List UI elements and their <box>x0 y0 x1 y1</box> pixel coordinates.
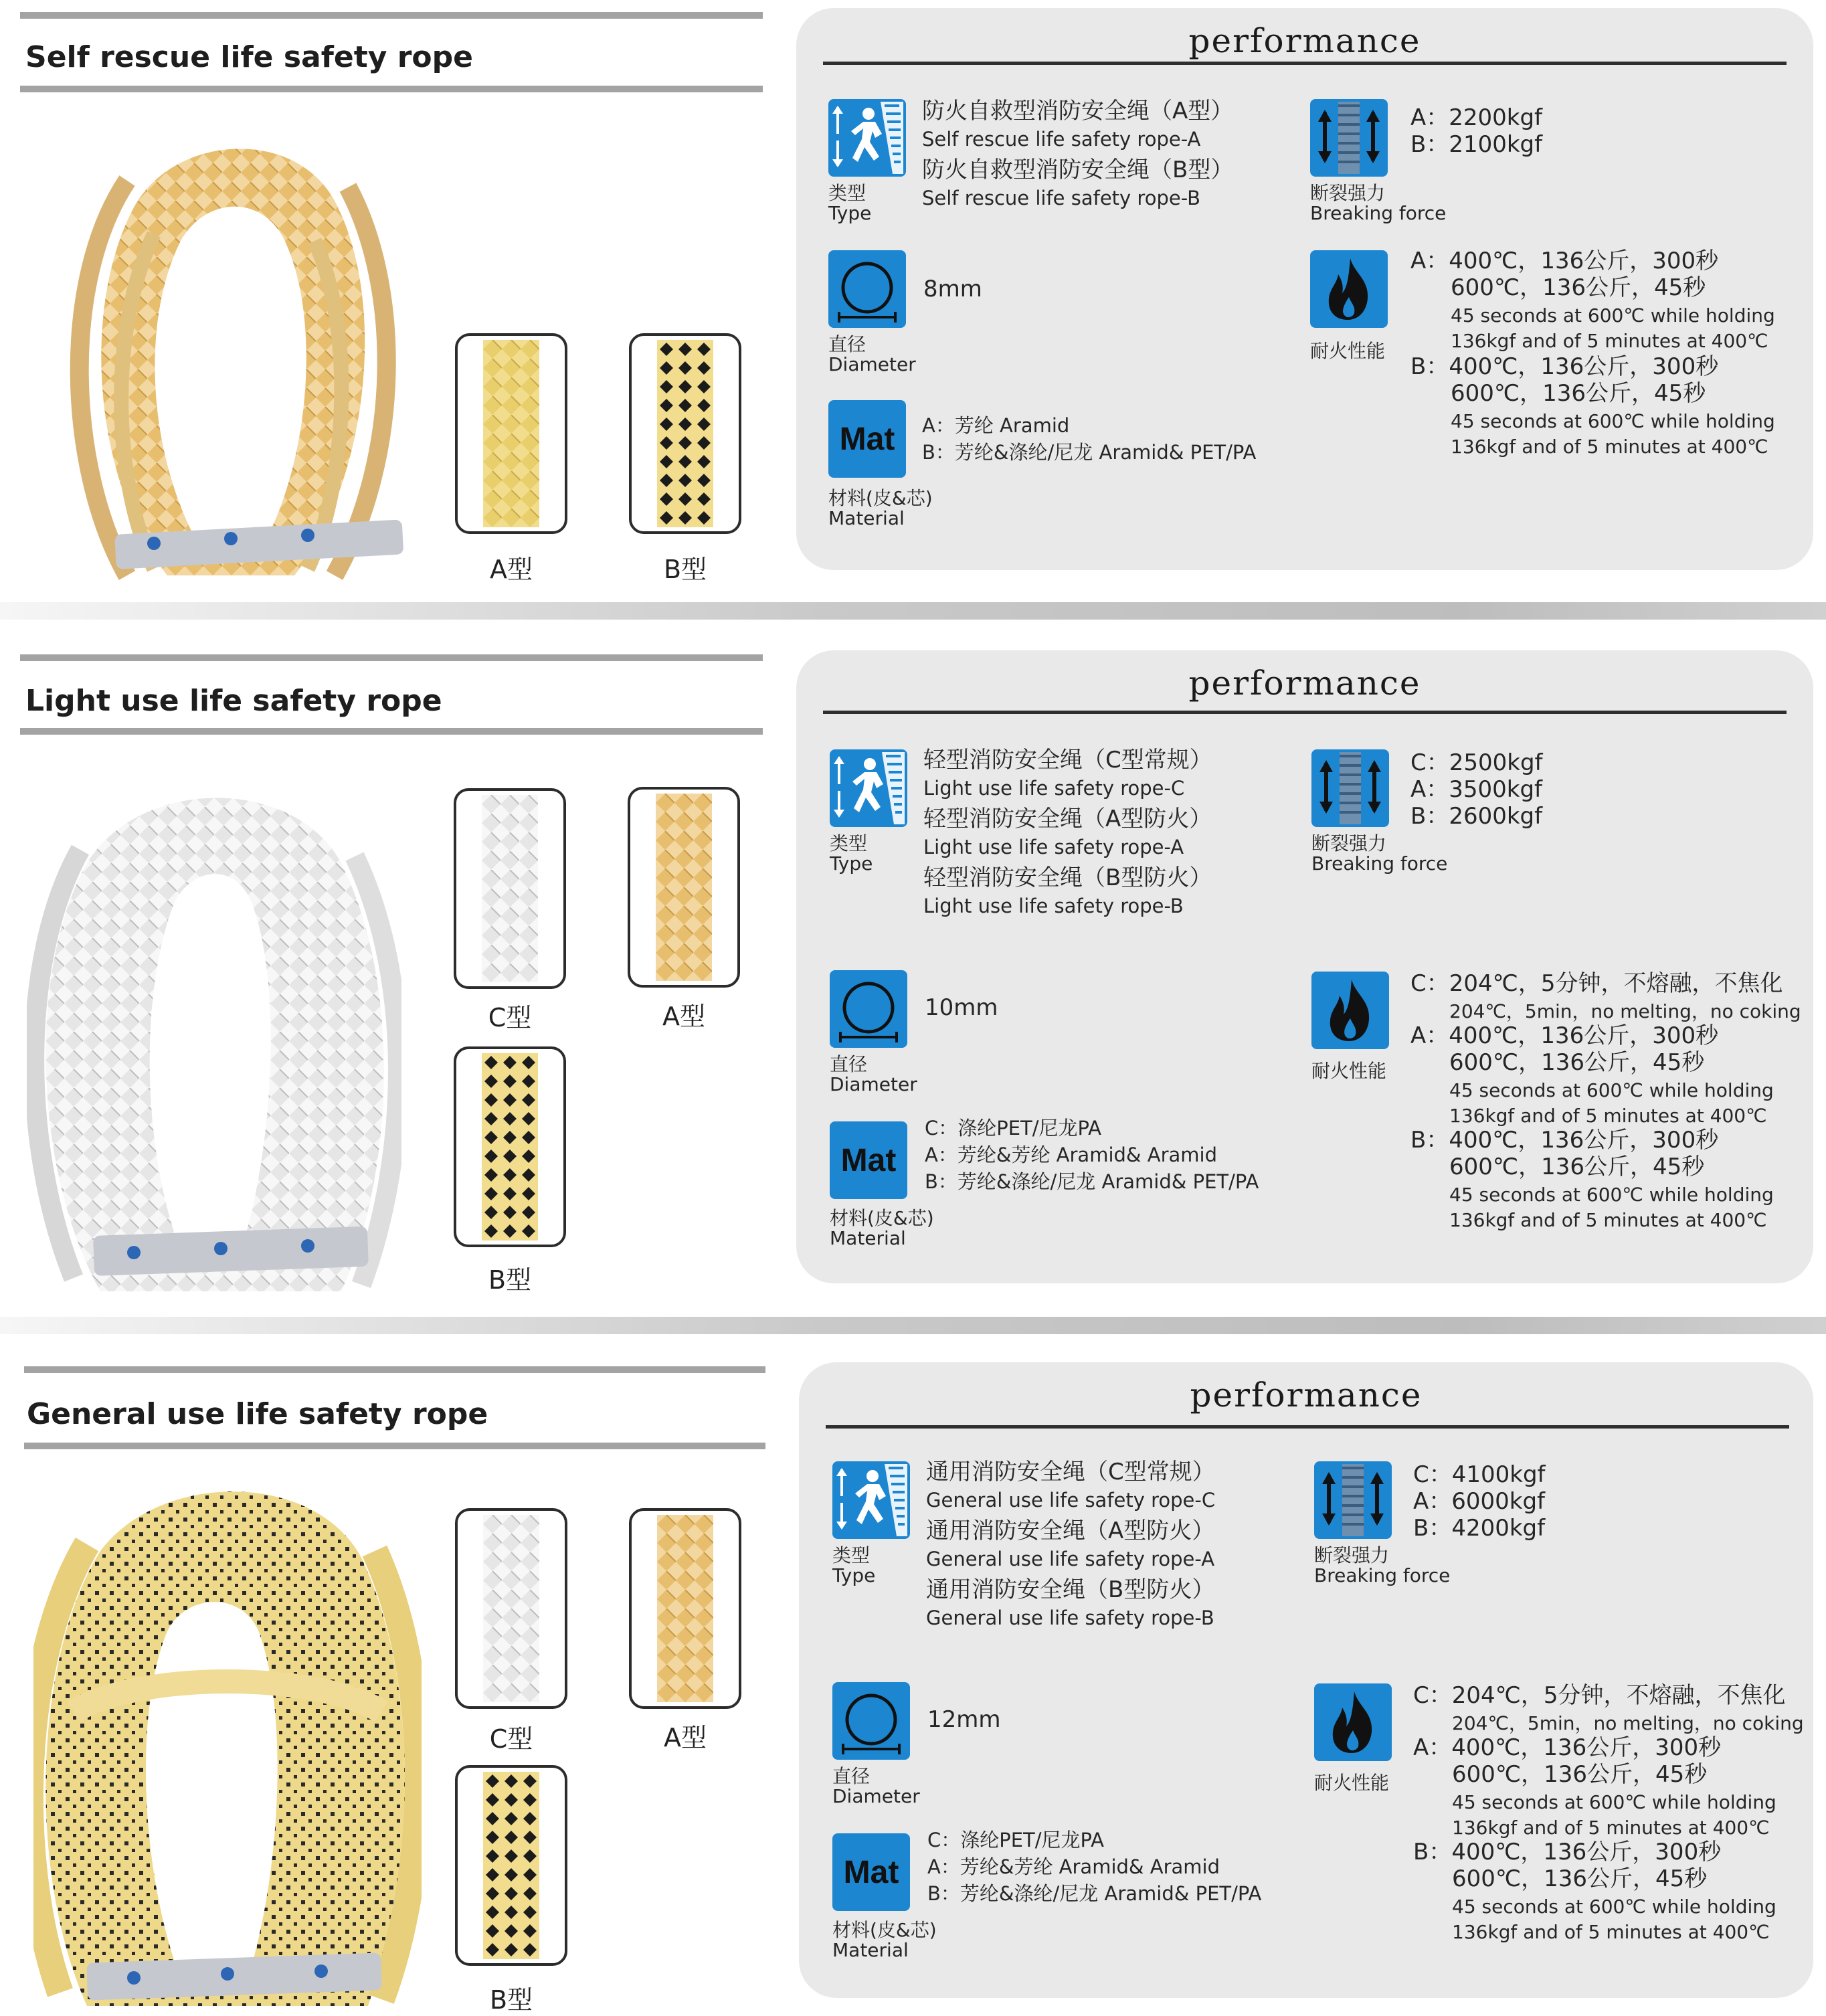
section-separator <box>0 602 1826 620</box>
breaking-force-icon <box>1310 99 1388 177</box>
fire-line: 600℃，136公斤，45秒 <box>1452 1761 1708 1788</box>
type-line: 通用消防安全绳（A型防火） <box>926 1518 1215 1544</box>
fire-line: C：204℃，5分钟，不熔融，不焦化 <box>1410 970 1783 997</box>
section-title: Self rescue life safety rope <box>25 40 474 74</box>
diameter-caption-cn: 直径 <box>828 333 866 355</box>
type-line: Light use life safety rope-B <box>923 895 1184 917</box>
material-line: C：涤纶PET/尼龙PA <box>925 1117 1102 1139</box>
material-line: A：芳纶&芳纶 Aramid& Aramid <box>927 1855 1220 1878</box>
material-caption-en: Material <box>828 507 905 529</box>
fire-line: 136kgf and of 5 minutes at 400℃ <box>1449 1105 1767 1127</box>
diameter-ring-icon <box>832 1682 910 1760</box>
fire-line: 136kgf and of 5 minutes at 400℃ <box>1452 1921 1770 1943</box>
material-line: B：芳纶&涤纶/尼龙 Aramid& PET/PA <box>925 1170 1259 1193</box>
performance-title: performance <box>1188 664 1421 703</box>
fire-line: 600℃，136公斤，45秒 <box>1451 274 1706 301</box>
type-line: 轻型消防安全绳（A型防火） <box>923 806 1212 832</box>
section-general-use <box>0 1357 1826 2015</box>
swatch-a <box>628 787 740 988</box>
swatch-label: B型 <box>488 1265 532 1295</box>
type-caption-cn: 类型 <box>832 1544 871 1566</box>
fire-line: 204℃，5min，no melting，no coking <box>1452 1712 1804 1734</box>
breaking-force-icon <box>1311 749 1389 827</box>
fire-caption-cn: 耐火性能 <box>1310 340 1386 362</box>
swatch-a <box>629 1508 741 1709</box>
fire-caption-cn: 耐火性能 <box>1314 1772 1390 1794</box>
fire-line: 136kgf and of 5 minutes at 400℃ <box>1451 436 1768 458</box>
breaking-caption-en: Breaking force <box>1310 202 1447 224</box>
breaking-line: A：2200kgf <box>1410 104 1543 131</box>
performance-rule <box>826 1425 1789 1429</box>
fire-line: 600℃，136公斤，45秒 <box>1452 1865 1708 1892</box>
rope-coil-photo <box>54 107 415 589</box>
swatch-label: A型 <box>490 555 533 584</box>
material-caption-cn: 材料(皮&芯) <box>832 1919 937 1941</box>
material-line: B：芳纶&涤纶/尼龙 Aramid& PET/PA <box>927 1882 1262 1905</box>
type-line: 防火自救型消防安全绳（A型） <box>922 98 1234 124</box>
diameter-caption-cn: 直径 <box>832 1765 871 1787</box>
climber-icon <box>830 749 907 827</box>
diameter-caption-en: Diameter <box>828 353 916 375</box>
breaking-line: B：4200kgf <box>1413 1515 1546 1542</box>
breaking-caption-en: Breaking force <box>1314 1564 1451 1586</box>
fire-line: 136kgf and of 5 minutes at 400℃ <box>1452 1817 1770 1839</box>
swatch-a <box>455 333 567 534</box>
fire-line: 45 seconds at 600℃ while holding <box>1451 304 1775 327</box>
title-bottom-rule <box>20 728 763 735</box>
material-caption-en: Material <box>832 1939 909 1961</box>
breaking-line: A：3500kgf <box>1410 776 1543 803</box>
type-caption-cn: 类型 <box>828 182 866 204</box>
fire-line: A：400℃，136公斤，300秒 <box>1410 248 1719 274</box>
breaking-line: A：6000kgf <box>1413 1488 1546 1515</box>
fire-line: 45 seconds at 600℃ while holding <box>1449 1184 1774 1206</box>
rope-coil-photo <box>33 1471 422 2006</box>
section-light-use <box>0 642 1826 1311</box>
title-bottom-rule <box>24 1443 765 1449</box>
type-caption-cn: 类型 <box>830 832 868 854</box>
type-line: General use life safety rope-C <box>926 1489 1216 1511</box>
breaking-line: B：2600kgf <box>1410 803 1543 830</box>
swatch-c <box>455 1508 567 1709</box>
swatch-label: B型 <box>663 555 707 584</box>
diameter-caption-en: Diameter <box>830 1073 917 1095</box>
section-title: General use life safety rope <box>27 1397 488 1431</box>
performance-panel <box>799 1362 1813 1998</box>
section-separator <box>0 1317 1826 1334</box>
swatch-b <box>455 1765 567 1966</box>
diameter-caption-cn: 直径 <box>830 1053 868 1075</box>
type-line: 轻型消防安全绳（C型常规） <box>923 747 1212 773</box>
diameter-ring-icon <box>828 250 906 328</box>
climber-icon <box>832 1461 910 1539</box>
breaking-line: C：4100kgf <box>1413 1461 1546 1488</box>
fire-line: A：400℃，136公斤，300秒 <box>1410 1022 1719 1049</box>
fire-line: 600℃，136公斤，45秒 <box>1451 380 1706 407</box>
type-line: 轻型消防安全绳（B型防火） <box>923 864 1212 891</box>
fire-line: 136kgf and of 5 minutes at 400℃ <box>1451 330 1768 352</box>
mat-icon <box>830 1121 907 1199</box>
performance-rule <box>823 711 1787 714</box>
fire-caption-cn: 耐火性能 <box>1311 1060 1387 1082</box>
section-self-rescue <box>0 0 1826 602</box>
diameter-ring-icon <box>830 970 907 1048</box>
fire-line: 204℃，5min，no melting，no coking <box>1449 1000 1801 1022</box>
performance-title: performance <box>1188 21 1421 60</box>
performance-title: performance <box>1190 1376 1423 1414</box>
breaking-force-icon <box>1314 1461 1392 1539</box>
breaking-caption-cn: 断裂强力 <box>1314 1544 1390 1566</box>
swatch-label: C型 <box>489 1724 533 1754</box>
fire-line: 45 seconds at 600℃ while holding <box>1449 1079 1774 1101</box>
type-line: 防火自救型消防安全绳（B型） <box>922 157 1234 183</box>
breaking-caption-en: Breaking force <box>1311 852 1448 875</box>
type-line: 通用消防安全绳（C型常规） <box>926 1459 1215 1485</box>
fire-line: 600℃，136公斤，45秒 <box>1449 1049 1705 1076</box>
swatch-label: C型 <box>488 1003 532 1032</box>
fire-line: A：400℃，136公斤，300秒 <box>1413 1734 1722 1761</box>
fire-line: 45 seconds at 600℃ while holding <box>1452 1896 1776 1918</box>
material-caption-cn: 材料(皮&芯) <box>830 1207 934 1229</box>
fire-line: 600℃，136公斤，45秒 <box>1449 1154 1705 1180</box>
type-line: General use life safety rope-A <box>926 1548 1215 1570</box>
material-caption-en: Material <box>830 1227 906 1249</box>
breaking-line: B：2100kgf <box>1410 131 1543 158</box>
fire-line: 45 seconds at 600℃ while holding <box>1451 410 1775 432</box>
swatch-b <box>629 333 741 534</box>
swatch-label: A型 <box>664 1723 707 1752</box>
fire-line: B：400℃，136公斤，300秒 <box>1410 353 1719 380</box>
material-line: B：芳纶&涤纶/尼龙 Aramid& PET/PA <box>922 441 1257 464</box>
diameter-value: 12mm <box>927 1706 1001 1733</box>
mat-icon <box>832 1833 910 1911</box>
material-caption-cn: 材料(皮&芯) <box>828 487 933 509</box>
breaking-caption-cn: 断裂强力 <box>1310 182 1386 204</box>
type-caption-en: Type <box>828 202 872 224</box>
type-line: General use life safety rope-B <box>926 1607 1214 1629</box>
type-caption-en: Type <box>832 1564 876 1586</box>
swatch-label: B型 <box>489 1985 533 2015</box>
fire-line: 45 seconds at 600℃ while holding <box>1452 1791 1776 1813</box>
performance-panel <box>796 8 1813 570</box>
rope-coil-photo <box>27 769 401 1298</box>
mat-icon <box>828 400 906 478</box>
diameter-value: 8mm <box>923 276 982 302</box>
title-top-rule <box>20 12 763 19</box>
title-bottom-rule <box>20 86 763 92</box>
type-line: Light use life safety rope-C <box>923 777 1185 800</box>
flame-icon <box>1310 250 1388 328</box>
material-line: A：芳纶 Aramid <box>922 414 1070 437</box>
title-top-rule <box>24 1366 765 1373</box>
climber-icon <box>828 99 906 177</box>
diameter-value: 10mm <box>925 994 998 1021</box>
flame-icon <box>1314 1683 1392 1761</box>
swatch-c <box>454 788 566 989</box>
type-line: Light use life safety rope-A <box>923 836 1184 858</box>
swatch-label: A型 <box>662 1002 705 1031</box>
breaking-caption-cn: 断裂强力 <box>1311 832 1387 854</box>
type-line: Self rescue life safety rope-A <box>922 128 1201 151</box>
type-caption-en: Type <box>830 852 873 875</box>
performance-rule <box>823 62 1787 65</box>
breaking-line: C：2500kgf <box>1410 749 1543 776</box>
swatch-b <box>454 1046 566 1247</box>
fire-line: 136kgf and of 5 minutes at 400℃ <box>1449 1209 1767 1231</box>
diameter-caption-en: Diameter <box>832 1785 920 1807</box>
material-line: C：涤纶PET/尼龙PA <box>927 1829 1105 1851</box>
type-line: Self rescue life safety rope-B <box>922 187 1201 209</box>
material-line: A：芳纶&芳纶 Aramid& Aramid <box>925 1143 1217 1166</box>
title-top-rule <box>20 654 763 661</box>
fire-line: C：204℃，5分钟，不熔融，不焦化 <box>1413 1682 1786 1709</box>
fire-line: B：400℃，136公斤，300秒 <box>1410 1127 1719 1154</box>
section-title: Light use life safety rope <box>25 684 442 718</box>
performance-panel <box>796 650 1813 1283</box>
flame-icon <box>1311 972 1389 1049</box>
fire-line: B：400℃，136公斤，300秒 <box>1413 1839 1722 1865</box>
type-line: 通用消防安全绳（B型防火） <box>926 1576 1215 1603</box>
